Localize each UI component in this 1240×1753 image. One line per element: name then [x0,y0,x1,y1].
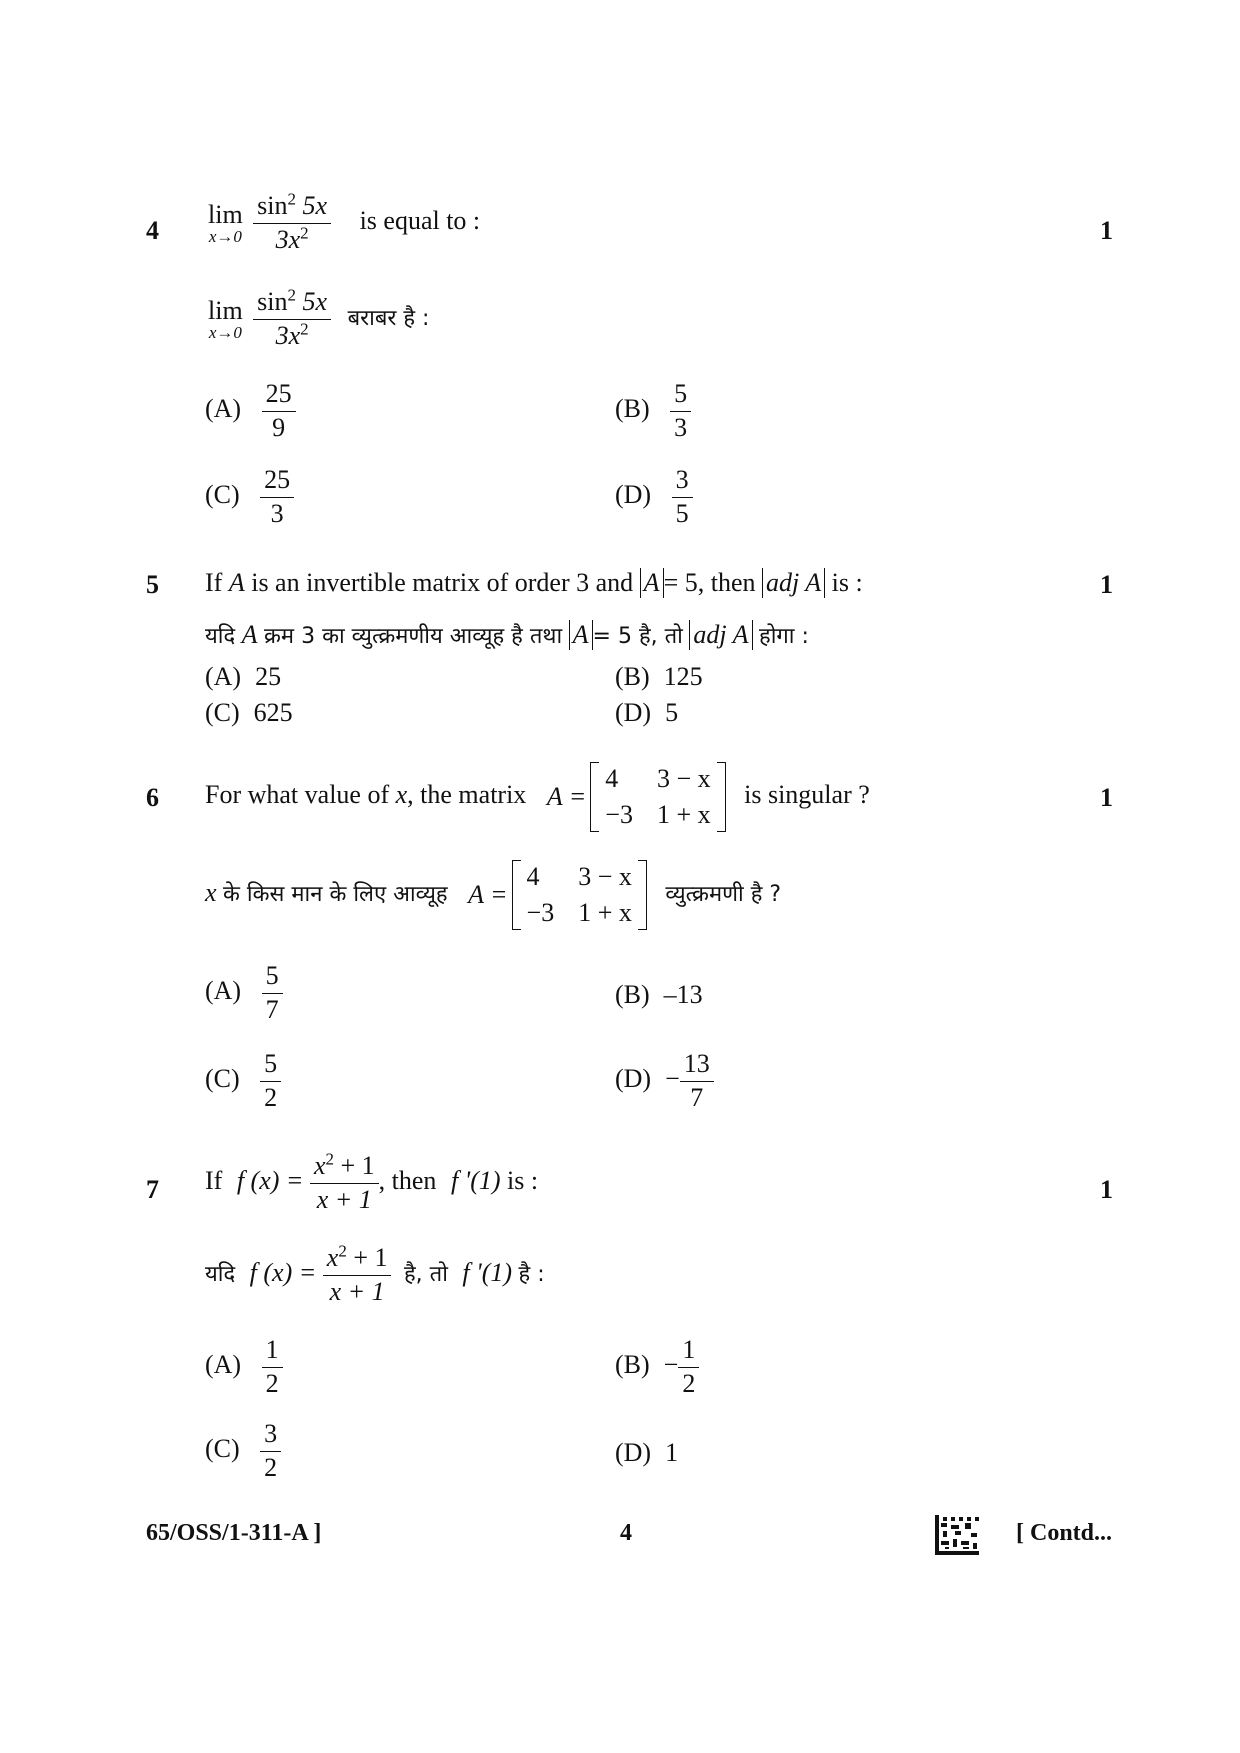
q4-english-text: lim x→0 $\frac{\sin^2 5x}{3x^2}$ is equal to : [208,189,481,254]
marks-q4: 1 [1100,216,1113,245]
q6-option-b[interactable]: (B) –13 [615,980,703,1009]
q7-english-text: If f (x) = $\frac{x^2 + 1}{x + 1}$ , then f '(1) is : [205,1149,539,1214]
q6-option-a[interactable]: (A) $\frac{5}{7}$ [205,962,283,1024]
q5-option-a[interactable]: (A) 25 [205,662,282,691]
q7-option-c[interactable]: (C) $\frac{3}{2}$ [205,1420,281,1482]
q4-option-a[interactable]: (A) $\frac{25}{9}$ [205,380,296,442]
q5-english-text: If A is an invertible matrix of order 3 and A = 5, then adj A is : [205,568,863,597]
q4-option-b[interactable]: (B) $\frac{5}{3}$ [615,380,691,442]
q7-option-d[interactable]: (D) 1 [615,1438,679,1467]
q7-hindi-text: यदि f (x) = $\frac{x^2 + 1}{x + 1}$ है, तो f '(1) है : [205,1241,545,1306]
question-number-4: 4 [146,216,159,245]
paper-code: 65/OSS/1-311-A ] [146,1520,322,1546]
q7-option-b[interactable]: (B) − $\frac{1}{2}$ [615,1336,699,1398]
limit-expression: lim x→0 [208,199,243,246]
q4-option-c[interactable]: (C) $\frac{25}{3}$ [205,466,294,528]
marks-q6: 1 [1100,783,1113,812]
q6-hindi-text: x के किस मान के लिए आव्यूह A = 4 3 − x −3 1 + x व्युत्क्रमणी है ? [205,860,781,930]
q5-option-b[interactable]: (B) 125 [615,662,703,691]
matrix-a: A = 4 3 − x −3 1 + x [547,762,726,832]
marks-q7: 1 [1100,1175,1113,1204]
q5-hindi-text: यदि A क्रम 3 का व्युत्क्रमणीय आव्यूह है तथा A = 5 है, तो adj A होगा : [205,620,809,649]
question-number-7: 7 [146,1175,159,1204]
question-number-6: 6 [146,783,159,812]
q4-option-d[interactable]: (D) $\frac{3}{5}$ [615,466,693,528]
q5-option-c[interactable]: (C) 625 [205,698,293,727]
q7-option-a[interactable]: (A) $\frac{1}{2}$ [205,1336,283,1398]
marks-q5: 1 [1100,570,1113,599]
limit-fraction: $\frac{\sin^2 5x}{3x^2}$ [253,192,331,254]
q4-hindi-text: lim x→0 $\frac{\sin^2 5x}{3x^2}$ बराबर है : [208,285,430,350]
page-number: 4 [620,1520,632,1546]
q6-option-d[interactable]: (D) − $\frac{13}{7}$ [615,1050,714,1112]
q6-option-c[interactable]: (C) $\frac{5}{2}$ [205,1050,281,1112]
contd-label: [ Contd... [1016,1520,1113,1546]
q5-option-d[interactable]: (D) 5 [615,698,679,727]
question-number-5: 5 [146,570,159,599]
q6-english-text: For what value of x, the matrix A = 4 3 − x −3 1 + x is singular ? [205,762,870,832]
qr-code-icon [935,1515,979,1555]
